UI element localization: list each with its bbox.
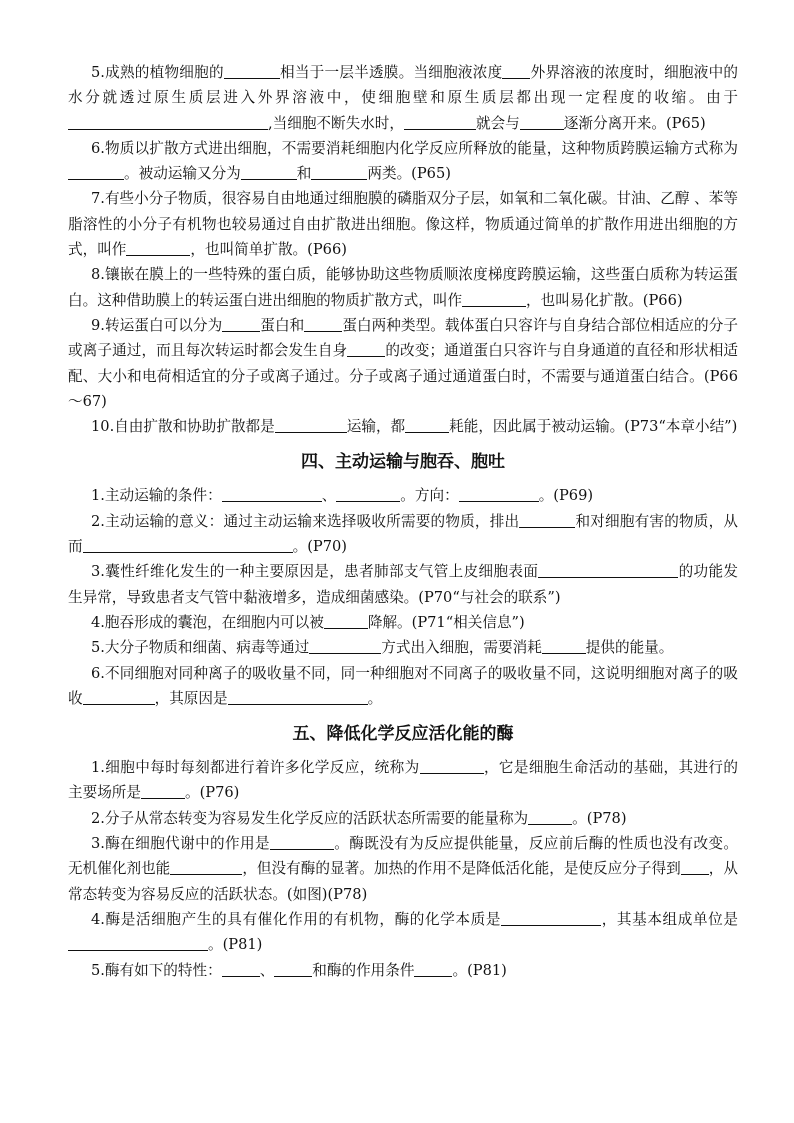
answer-blank[interactable] xyxy=(542,636,586,654)
answer-blank[interactable] xyxy=(126,238,190,256)
answer-blank[interactable] xyxy=(502,61,530,79)
answer-blank[interactable] xyxy=(520,112,564,130)
answer-blank[interactable] xyxy=(68,933,208,951)
s4-question-6: 6.不同细胞对同种离子的吸收量不同，同一种细胞对不同离子的吸收量不同，这说明细胞对离子的吸收 ，其原因是 。 xyxy=(68,664,738,707)
answer-blank[interactable] xyxy=(519,510,575,528)
s4-question-1: 1.主动运输的条件： 、 。方向： 。(P69) xyxy=(68,483,738,508)
s5-question-2: 2.分子从常态转变为容易发生化学反应的活跃状态所需要的能量称为 。(P78) xyxy=(68,806,738,831)
s4-question-2: 2.主动运输的意义：通过主动运输来选择吸收所需要的物质，排出 和对细胞有害的物质，从而 。(P70) xyxy=(68,509,738,560)
section-title-5: 五、降低化学反应活化能的酶 xyxy=(292,724,514,745)
answer-blank[interactable] xyxy=(414,959,452,977)
answer-blank[interactable] xyxy=(681,857,709,875)
answer-blank[interactable] xyxy=(420,756,484,774)
answer-blank[interactable] xyxy=(224,61,280,79)
question-9: 9.转运蛋白可以分为 蛋白和 蛋白两种类型。载体蛋白只容许与自身结合部位相适应的分子或离子通过，而且每次转运时都会发生自身 的改变；通道蛋白只容许与自身通道的直径和形状相适配、大小和电荷相适宜的分子或离子通过。分子或离子通过通道蛋白时，不需要与通道蛋白结合。(P66～67) xyxy=(68,313,738,414)
s5-question-3: 3.酶在细胞代谢中的作用是 。酶既没有为反应提供能量，反应前后酶的性质也没有改变。无机催化剂也能 ，但没有酶的显著。加热的作用不是降低活化能，是使反应分子得到 ，从常态转变为容易反应的活跃状态。(如图)(P78) xyxy=(68,831,738,907)
answer-blank[interactable] xyxy=(347,339,385,357)
answer-blank[interactable] xyxy=(459,484,539,502)
question-5: 5.成熟的植物细胞的 相当于一层半透膜。当细胞液浓度 外界溶液的浓度时，细胞液中的水分就透过原生质层进入外界溶液中，使细胞壁和原生质层都出现一定程度的收缩。由于,当细胞不断失水时， 就会与 逐渐分离开来。(P65) xyxy=(68,60,738,136)
answer-blank[interactable] xyxy=(83,687,155,705)
answer-blank[interactable] xyxy=(222,484,322,502)
question-7: 7.有些小分子物质，很容易自由地通过细胞膜的磷脂双分子层，如氧和二氧化碳。甘油、乙醇 、苯等脂溶性的小分子有机物也较易通过自由扩散进出细胞。像这样，物质通过简单的扩散作用进出细胞的方式，叫作 ，也叫简单扩散。(P66) xyxy=(68,190,738,259)
answer-blank[interactable] xyxy=(141,781,185,799)
answer-blank[interactable] xyxy=(222,314,260,332)
answer-blank[interactable] xyxy=(68,112,268,130)
s4-question-5: 5.大分子物质和细菌、病毒等通过 方式出入细胞，需要消耗 提供的能量。 xyxy=(68,635,738,660)
answer-blank[interactable] xyxy=(275,415,347,433)
answer-blank[interactable] xyxy=(68,162,124,180)
answer-blank[interactable] xyxy=(324,611,368,629)
answer-blank[interactable] xyxy=(404,112,476,130)
answer-blank[interactable] xyxy=(311,162,367,180)
worksheet-page xyxy=(68,60,738,983)
s5-question-5: 5.酶有如下的特性： 、 和酶的作用条件 。(P81) xyxy=(68,958,738,983)
answer-blank[interactable] xyxy=(241,162,297,180)
question-8: 8.镶嵌在膜上的一些特殊的蛋白质，能够协助这些物质顺浓度梯度跨膜运输，这些蛋白质称为转运蛋白。这种借助膜上的转运蛋白进出细胞的物质扩散方式，叫作 ，也叫易化扩散。(P66) xyxy=(68,266,738,309)
answer-blank[interactable] xyxy=(228,687,368,705)
answer-blank[interactable] xyxy=(501,908,601,926)
s4-question-3: 3.囊性纤维化发生的一种主要原因是，患者肺部支气管上皮细胞表面 的功能发生异常，导致患者支气管中黏液增多，造成细菌感染。(P70“与社会的联系”) xyxy=(68,559,738,610)
s5-question-4: 4.酶是活细胞产生的具有催化作用的有机物，酶的化学本质是 ，其基本组成单位是。(P81) xyxy=(68,907,738,958)
answer-blank[interactable] xyxy=(528,807,572,825)
section-title-4: 四、主动运输与胞吞、胞吐 xyxy=(301,452,505,473)
answer-blank[interactable] xyxy=(336,484,400,502)
answer-blank[interactable] xyxy=(405,415,449,433)
question-6: 6.物质以扩散方式进出细胞，不需要消耗细胞内化学反应所释放的能量，这种物质跨膜运输方式称为。被动运输又分为 和 两类。(P65) xyxy=(68,136,738,187)
question-10: 10.自由扩散和协助扩散都是 运输，都 耗能，因此属于被动运输。(P73“本章小结”) xyxy=(68,414,738,439)
answer-blank[interactable] xyxy=(462,289,526,307)
answer-blank[interactable] xyxy=(270,832,334,850)
answer-blank[interactable] xyxy=(309,636,381,654)
answer-blank[interactable] xyxy=(222,959,260,977)
answer-blank[interactable] xyxy=(538,560,678,578)
s5-question-1: 1.细胞中每时每刻都进行着许多化学反应，统称为 ，它是细胞生命活动的基础，其进行的主要场所是 。(P76) xyxy=(68,755,738,806)
answer-blank[interactable] xyxy=(274,959,312,977)
answer-blank[interactable] xyxy=(83,535,293,553)
answer-blank[interactable] xyxy=(170,857,242,875)
s4-question-4: 4.胞吞形成的囊泡，在细胞内可以被 降解。(P71“相关信息”) xyxy=(68,610,738,635)
answer-blank[interactable] xyxy=(304,314,342,332)
